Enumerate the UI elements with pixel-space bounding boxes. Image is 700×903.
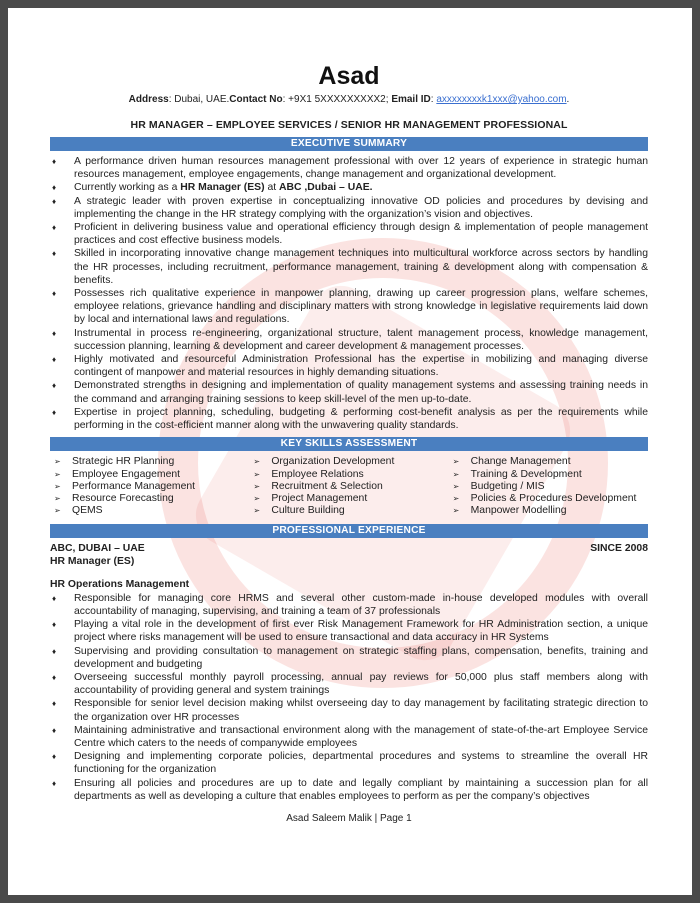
- contact-value: : +9X1 5XXXXXXXXX2;: [282, 94, 392, 105]
- skill-item: ➢ Employee Engagement: [50, 469, 249, 481]
- current-role-text-2: at: [264, 182, 280, 194]
- experience-item: ♦ Overseeing successful monthly payroll processing, annual pay reviews for 50,000 plus staff members along with accountability of providing general and system trainings: [50, 671, 648, 697]
- professional-headline: HR MANAGER – EMPLOYEE SERVICES / SENIOR HR MANAGEMENT PROFESSIONAL: [130, 119, 568, 131]
- section-professional-experience: PROFESSIONAL EXPERIENCE: [50, 524, 648, 538]
- current-role-text-1: Currently working as a: [74, 182, 181, 194]
- contact-label: Contact No: [229, 94, 283, 105]
- skills-column-2: [249, 456, 448, 517]
- skill-item: ➢ QEMS: [50, 505, 249, 517]
- skill-item: ➢ Performance Management: [50, 481, 249, 493]
- skill-item: ➢ Training & Development: [449, 469, 648, 481]
- skill-item: ➢ Strategic HR Planning: [50, 456, 249, 468]
- email-end: .: [566, 94, 570, 105]
- summary-list: [50, 155, 648, 432]
- skills-column-3: [449, 456, 648, 517]
- summary-item: ♦ Skilled in incorporating innovative change management techniques into multicultural workforce across sectors by handling the HR processes, including recruitment, performance management, training & development along with compensation & benefits.: [50, 247, 648, 287]
- candidate-name: Asad: [318, 62, 380, 90]
- skill-item: ➢ Policies & Procedures Development: [449, 493, 648, 505]
- experience-header: [50, 542, 648, 555]
- experience-item: ♦ Responsible for managing core HRMS and several other custom-made in-house developed modules with overall accountability of managing, supervising, and training a team of 37 professionals: [50, 592, 648, 618]
- skill-item: ➢ Culture Building: [249, 505, 448, 517]
- experience-item: ♦ Designing and implementing corporate policies, departmental procedures and systems to streamline the overall HR functioning for the organization: [50, 750, 648, 776]
- experience-list: [50, 592, 648, 803]
- summary-item: ♦ Instrumental in process re-engineering, organizational structure, talent management process, knowledge management, succession planning, learning & development and career development & management processes.: [50, 327, 648, 353]
- skill-item: ➢ Project Management: [249, 493, 448, 505]
- skills-grid: [50, 456, 648, 517]
- summary-item: ♦ A performance driven human resources management professional with over 12 years of experience in strategic human resources management, employee engagements, change management and organizational development.: [50, 155, 648, 181]
- section-executive-summary: EXECUTIVE SUMMARY: [50, 137, 648, 151]
- contact-line: [50, 94, 648, 105]
- skill-item: ➢ Budgeting / MIS: [449, 481, 648, 493]
- email-label: Email ID: [391, 94, 431, 105]
- experience-item: ♦ Maintaining administrative and transactional environment along with the management of state-of-the-art Employee Service Centre which caters to the needs of companywide employees: [50, 724, 648, 750]
- address-label: Address: [128, 94, 169, 105]
- summary-item: ♦ Demonstrated strengths in designing and implementation of quality management systems and assessing training needs in the command and arranging training sessions to keep skill-level of the men up-to-date.: [50, 379, 648, 405]
- job-title: HR Manager (ES): [50, 555, 135, 567]
- summary-item: ♦ A strategic leader with proven expertise in conceptualizing innovative OD policies and procedures by devising and implementing the change in the HR strategy complying with the organization’s vision and objectives.: [50, 195, 648, 221]
- skill-item: ➢ Resource Forecasting: [50, 493, 249, 505]
- resume-content: [8, 62, 692, 824]
- address-value: : Dubai, UAE.: [168, 94, 230, 105]
- experience-item: ♦ Supervising and providing consultation to management on strategic staffing plans, compensation, benefits, training and development and budgeting: [50, 645, 648, 671]
- summary-item-current-role: [50, 181, 648, 194]
- summary-item: ♦ Proficient in delivering business value and operational efficiency through design & implementation of people management practices and cost effective business models.: [50, 221, 648, 247]
- current-role-company: ABC ,Dubai – UAE.: [279, 182, 373, 194]
- summary-item: ♦ Highly motivated and resourceful Administration Professional has the expertise in mobilizing and managing diverse contingent of manpower and material resources in highly demanding situations.: [50, 353, 648, 379]
- email-sep: :: [430, 94, 437, 105]
- page-footer: Asad Saleem Malik | Page 1: [286, 813, 412, 824]
- skill-item: ➢ Change Management: [449, 456, 648, 468]
- resume-page: [8, 8, 692, 895]
- experience-item: ♦ Responsible for senior level decision making whilst overseeing day to day management by facilitating strategic direction to the organization over HR processes: [50, 697, 648, 723]
- section-key-skills: KEY SKILLS ASSESSMENT: [50, 437, 648, 451]
- experience-item: ♦ Ensuring all policies and procedures are up to date and legally compliant by maintaining a succession plan for all departments as well as developing a culture that enables employees to perform as per the company’s objectives: [50, 777, 648, 803]
- current-role-title: HR Manager (ES): [180, 182, 265, 194]
- skills-column-1: [50, 456, 249, 517]
- experience-item: ♦ Playing a vital role in the development of first ever Risk Management Framework for HR Administration section, a unique project where risks management will be used to ensure transactional and data accuracy in HR Systems: [50, 618, 648, 644]
- company-name: ABC, DUBAI – UAE: [50, 542, 145, 554]
- skill-item: ➢ Recruitment & Selection: [249, 481, 448, 493]
- summary-item: ♦ Expertise in project planning, scheduling, budgeting & performing cost-benefit analysis as per the requirements while performing in the cost-efficient manner along with the unwavering quality standards.: [50, 406, 648, 432]
- skill-item: ➢ Employee Relations: [249, 469, 448, 481]
- email-link[interactable]: axxxxxxxxk1xxx@yahoo.com: [436, 94, 567, 105]
- skill-item: ➢ Organization Development: [249, 456, 448, 468]
- experience-subheading: HR Operations Management: [50, 578, 190, 590]
- skill-item: ➢ Manpower Modelling: [449, 505, 648, 517]
- employment-since: SINCE 2008: [590, 542, 648, 554]
- summary-item: ♦ Possesses rich qualitative experience in manpower planning, drawing up career progression plans, welfare schemes, employee relations, grievance handling and disciplinary matters with strong knowledge in legislative requirements laid down by local and international laws and regulations.: [50, 287, 648, 327]
